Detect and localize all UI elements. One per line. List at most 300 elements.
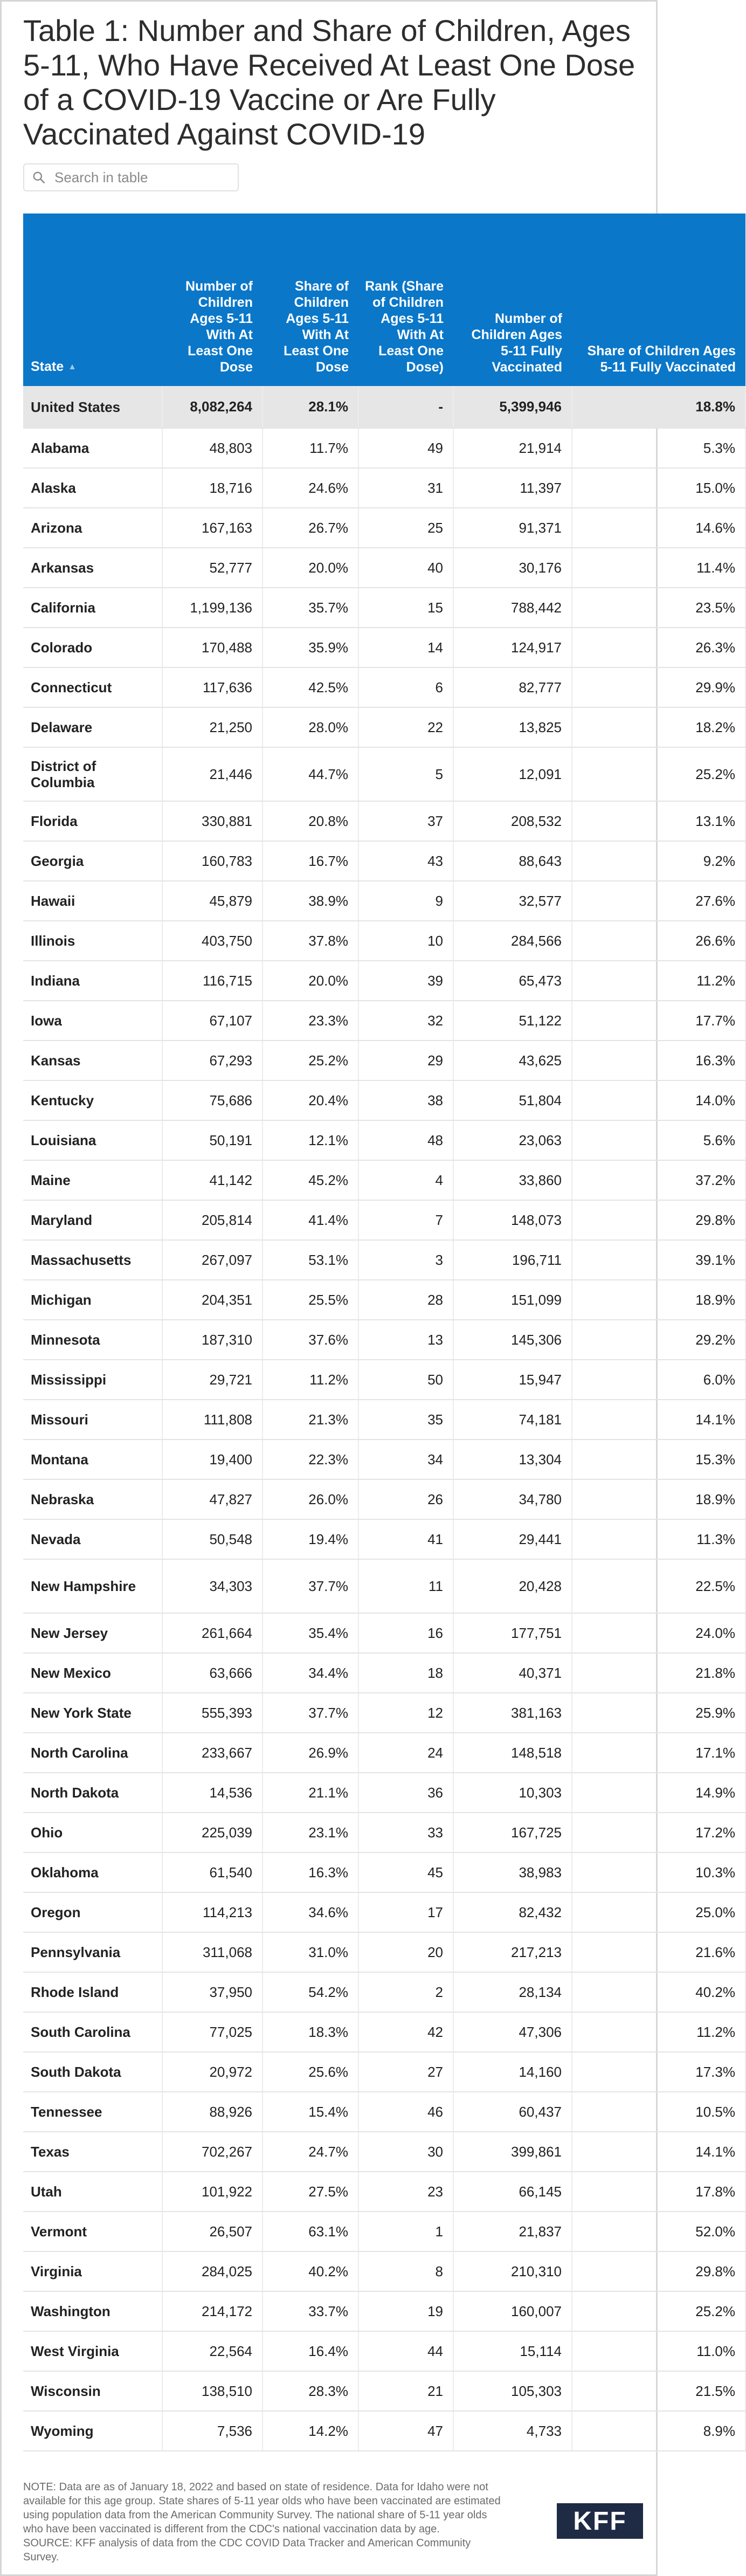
cell-rank: - bbox=[358, 386, 453, 428]
cell-rank: 1 bbox=[358, 2212, 453, 2251]
cell-state: Washington bbox=[23, 2291, 162, 2331]
cell-state: Pennsylvania bbox=[23, 1932, 162, 1972]
column-header-dose-count[interactable] bbox=[162, 213, 263, 386]
sort-icon[interactable]: ▲ bbox=[68, 362, 77, 371]
cell-dose-share: 12.1% bbox=[263, 1120, 358, 1160]
cell-dose-share: 23.1% bbox=[263, 1813, 358, 1852]
cell-fully-count: 10,303 bbox=[453, 1773, 572, 1813]
cell-fully-count: 12,091 bbox=[453, 747, 572, 801]
cell-dose-share: 37.7% bbox=[263, 1693, 358, 1733]
cell-fully-count: 28,134 bbox=[453, 1972, 572, 2012]
cell-dose-share: 53.1% bbox=[263, 1240, 358, 1280]
cell-state: South Carolina bbox=[23, 2012, 162, 2052]
cell-dose-count: 160,783 bbox=[162, 841, 263, 881]
search-input[interactable] bbox=[54, 169, 232, 186]
cell-dose-share: 20.4% bbox=[263, 1080, 358, 1120]
cell-fully-share: 14.1% bbox=[572, 1400, 745, 1439]
cell-state: Arizona bbox=[23, 508, 162, 548]
cell-dose-count: 50,191 bbox=[162, 1120, 263, 1160]
cell-dose-share: 37.7% bbox=[263, 1559, 358, 1613]
cell-rank: 18 bbox=[358, 1653, 453, 1693]
cell-fully-count: 82,432 bbox=[453, 1892, 572, 1932]
table-row bbox=[23, 2172, 745, 2212]
table-container[interactable] bbox=[23, 213, 736, 2462]
column-header-rank[interactable] bbox=[358, 213, 453, 386]
cell-dose-count: 1,199,136 bbox=[162, 588, 263, 628]
footnote-source: SOURCE: KFF analysis of data from the CDC COVID Data Tracker and American Community Survey. bbox=[23, 2537, 471, 2563]
footnote-note: NOTE: Data are as of January 18, 2022 and based on state of residence. Data for Idaho were not available for this age group. State shares of 5-11 year olds who have been vaccinated are estimated using population data from the American Community Survey. The national share of 5-11 year olds who have been vaccinated is different from the CDC's national vaccination data by age. bbox=[23, 2481, 501, 2535]
cell-state: Kansas bbox=[23, 1041, 162, 1080]
table-row bbox=[23, 1972, 745, 2012]
cell-state: Delaware bbox=[23, 707, 162, 747]
cell-state: Wyoming bbox=[23, 2411, 162, 2451]
cell-state: Texas bbox=[23, 2132, 162, 2172]
cell-dose-count: 75,686 bbox=[162, 1080, 263, 1120]
cell-state: Tennessee bbox=[23, 2092, 162, 2132]
cell-fully-share: 25.2% bbox=[572, 747, 745, 801]
cell-state: Montana bbox=[23, 1439, 162, 1479]
cell-state: Alaska bbox=[23, 468, 162, 508]
cell-state: South Dakota bbox=[23, 2052, 162, 2092]
table-row bbox=[23, 1613, 745, 1653]
cell-state: Louisiana bbox=[23, 1120, 162, 1160]
cell-fully-share: 40.2% bbox=[572, 1972, 745, 2012]
cell-dose-share: 24.6% bbox=[263, 468, 358, 508]
cell-dose-count: 138,510 bbox=[162, 2371, 263, 2411]
cell-fully-share: 26.6% bbox=[572, 921, 745, 961]
cell-state: United States bbox=[23, 386, 162, 428]
column-header-label: Number of Children Ages 5-11 Fully Vaccinated bbox=[471, 311, 562, 375]
cell-rank: 10 bbox=[358, 921, 453, 961]
cell-fully-count: 381,163 bbox=[453, 1693, 572, 1733]
cell-state: Nevada bbox=[23, 1519, 162, 1559]
table-row bbox=[23, 1892, 745, 1932]
cell-dose-share: 11.7% bbox=[263, 428, 358, 468]
cell-rank: 8 bbox=[358, 2251, 453, 2291]
cell-dose-count: 261,664 bbox=[162, 1613, 263, 1653]
column-header-label: Number of Children Ages 5-11 With At Least One Dose bbox=[185, 279, 253, 375]
table-row bbox=[23, 1041, 745, 1080]
cell-rank: 47 bbox=[358, 2411, 453, 2451]
cell-dose-share: 44.7% bbox=[263, 747, 358, 801]
cell-dose-count: 167,163 bbox=[162, 508, 263, 548]
cell-rank: 39 bbox=[358, 961, 453, 1001]
cell-dose-share: 35.4% bbox=[263, 1613, 358, 1653]
cell-dose-share: 20.0% bbox=[263, 961, 358, 1001]
cell-dose-count: 233,667 bbox=[162, 1733, 263, 1773]
cell-dose-share: 25.6% bbox=[263, 2052, 358, 2092]
table-row bbox=[23, 707, 745, 747]
cell-fully-count: 74,181 bbox=[453, 1400, 572, 1439]
cell-state: New York State bbox=[23, 1693, 162, 1733]
cell-dose-count: 330,881 bbox=[162, 801, 263, 841]
column-header-state[interactable] bbox=[23, 213, 162, 386]
cell-dose-share: 35.9% bbox=[263, 628, 358, 667]
cell-fully-count: 47,306 bbox=[453, 2012, 572, 2052]
cell-dose-count: 67,293 bbox=[162, 1041, 263, 1080]
cell-dose-count: 267,097 bbox=[162, 1240, 263, 1280]
cell-rank: 45 bbox=[358, 1852, 453, 1892]
table-row bbox=[23, 468, 745, 508]
cell-dose-count: 284,025 bbox=[162, 2251, 263, 2291]
cell-dose-share: 35.7% bbox=[263, 588, 358, 628]
cell-fully-count: 51,122 bbox=[453, 1001, 572, 1041]
cell-rank: 4 bbox=[358, 1160, 453, 1200]
cell-state: Alabama bbox=[23, 428, 162, 468]
cell-dose-count: 61,540 bbox=[162, 1852, 263, 1892]
column-header-label: Share of Children Ages 5-11 With At Least One Dose bbox=[284, 279, 349, 375]
cell-fully-count: 23,063 bbox=[453, 1120, 572, 1160]
cell-dose-share: 16.3% bbox=[263, 1852, 358, 1892]
cell-state: Indiana bbox=[23, 961, 162, 1001]
cell-dose-count: 114,213 bbox=[162, 1892, 263, 1932]
cell-fully-share: 9.2% bbox=[572, 841, 745, 881]
cell-rank: 33 bbox=[358, 1813, 453, 1852]
cell-dose-share: 26.7% bbox=[263, 508, 358, 548]
cell-fully-share: 14.9% bbox=[572, 1773, 745, 1813]
cell-state: Virginia bbox=[23, 2251, 162, 2291]
table-row bbox=[23, 2012, 745, 2052]
footnote bbox=[23, 2480, 508, 2564]
cell-state: Vermont bbox=[23, 2212, 162, 2251]
table-row bbox=[23, 1439, 745, 1479]
table-row bbox=[23, 1360, 745, 1400]
cell-rank: 21 bbox=[358, 2371, 453, 2411]
cell-state: Ohio bbox=[23, 1813, 162, 1852]
table-row bbox=[23, 1080, 745, 1120]
cell-dose-share: 21.1% bbox=[263, 1773, 358, 1813]
cell-fully-count: 788,442 bbox=[453, 588, 572, 628]
table-header-row bbox=[23, 213, 745, 386]
cell-rank: 31 bbox=[358, 468, 453, 508]
table-row bbox=[23, 1120, 745, 1160]
cell-dose-count: 63,666 bbox=[162, 1653, 263, 1693]
kff-logo: KFF bbox=[557, 2503, 643, 2539]
table-row bbox=[23, 1733, 745, 1773]
table-row bbox=[23, 801, 745, 841]
cell-rank: 30 bbox=[358, 2132, 453, 2172]
cell-rank: 37 bbox=[358, 801, 453, 841]
cell-dose-share: 23.3% bbox=[263, 1001, 358, 1041]
cell-fully-share: 11.4% bbox=[572, 548, 745, 588]
cell-dose-count: 116,715 bbox=[162, 961, 263, 1001]
cell-fully-share: 37.2% bbox=[572, 1160, 745, 1200]
cell-rank: 27 bbox=[358, 2052, 453, 2092]
cell-dose-count: 48,803 bbox=[162, 428, 263, 468]
cell-fully-share: 5.6% bbox=[572, 1120, 745, 1160]
table-row bbox=[23, 1932, 745, 1972]
cell-dose-share: 38.9% bbox=[263, 881, 358, 921]
cell-fully-share: 18.8% bbox=[572, 386, 745, 428]
cell-rank: 15 bbox=[358, 588, 453, 628]
table-row bbox=[23, 588, 745, 628]
cell-dose-share: 16.7% bbox=[263, 841, 358, 881]
cell-dose-share: 26.9% bbox=[263, 1733, 358, 1773]
cell-fully-count: 217,213 bbox=[453, 1932, 572, 1972]
cell-fully-count: 177,751 bbox=[453, 1613, 572, 1653]
table-row bbox=[23, 921, 745, 961]
table-row bbox=[23, 1479, 745, 1519]
cell-dose-count: 555,393 bbox=[162, 1693, 263, 1733]
cell-fully-count: 151,099 bbox=[453, 1280, 572, 1320]
cell-fully-count: 13,825 bbox=[453, 707, 572, 747]
cell-rank: 22 bbox=[358, 707, 453, 747]
cell-fully-share: 21.5% bbox=[572, 2371, 745, 2411]
cell-dose-count: 34,303 bbox=[162, 1559, 263, 1613]
cell-dose-count: 52,777 bbox=[162, 548, 263, 588]
table-row bbox=[23, 428, 745, 468]
cell-state: Minnesota bbox=[23, 1320, 162, 1360]
cell-fully-share: 14.0% bbox=[572, 1080, 745, 1120]
column-header-label: Share of Children Ages 5-11 Fully Vaccinated bbox=[587, 343, 736, 375]
cell-fully-count: 33,860 bbox=[453, 1160, 572, 1200]
cell-rank: 3 bbox=[358, 1240, 453, 1280]
cell-dose-count: 20,972 bbox=[162, 2052, 263, 2092]
cell-rank: 9 bbox=[358, 881, 453, 921]
cell-dose-count: 311,068 bbox=[162, 1932, 263, 1972]
cell-dose-count: 18,716 bbox=[162, 468, 263, 508]
cell-dose-count: 205,814 bbox=[162, 1200, 263, 1240]
cell-fully-share: 11.2% bbox=[572, 2012, 745, 2052]
cell-fully-share: 5.3% bbox=[572, 428, 745, 468]
cell-fully-share: 17.7% bbox=[572, 1001, 745, 1041]
table-row bbox=[23, 1653, 745, 1693]
column-header-fully-count[interactable] bbox=[453, 213, 572, 386]
cell-state: Nebraska bbox=[23, 1479, 162, 1519]
cell-rank: 2 bbox=[358, 1972, 453, 2012]
table-row bbox=[23, 2212, 745, 2251]
cell-rank: 43 bbox=[358, 841, 453, 881]
cell-dose-share: 27.5% bbox=[263, 2172, 358, 2212]
cell-fully-count: 15,114 bbox=[453, 2331, 572, 2371]
cell-fully-count: 14,160 bbox=[453, 2052, 572, 2092]
cell-fully-share: 11.3% bbox=[572, 1519, 745, 1559]
cell-dose-share: 25.5% bbox=[263, 1280, 358, 1320]
cell-fully-count: 88,643 bbox=[453, 841, 572, 881]
cell-dose-share: 19.4% bbox=[263, 1519, 358, 1559]
cell-dose-share: 11.2% bbox=[263, 1360, 358, 1400]
search-icon bbox=[32, 170, 46, 184]
cell-dose-share: 33.7% bbox=[263, 2291, 358, 2331]
table-row bbox=[23, 2132, 745, 2172]
table-row bbox=[23, 1559, 745, 1613]
cell-state: Oklahoma bbox=[23, 1852, 162, 1892]
cell-state: Hawaii bbox=[23, 881, 162, 921]
cell-fully-share: 17.1% bbox=[572, 1733, 745, 1773]
cell-state: Massachusetts bbox=[23, 1240, 162, 1280]
column-header-dose-share[interactable] bbox=[263, 213, 358, 386]
cell-rank: 14 bbox=[358, 628, 453, 667]
table-row bbox=[23, 2331, 745, 2371]
cell-fully-share: 11.2% bbox=[572, 961, 745, 1001]
cell-rank: 16 bbox=[358, 1613, 453, 1653]
table-row-national bbox=[23, 386, 745, 428]
search-box[interactable] bbox=[23, 163, 239, 191]
cell-state: Utah bbox=[23, 2172, 162, 2212]
cell-fully-share: 17.8% bbox=[572, 2172, 745, 2212]
page-title: Table 1: Number and Share of Children, Ages 5-11, Who Have Received At Least One Dose of a COVID-19 Vaccine or Are Fully Vaccinated Against COVID-19 bbox=[23, 13, 636, 151]
cell-fully-share: 25.9% bbox=[572, 1693, 745, 1733]
cell-rank: 38 bbox=[358, 1080, 453, 1120]
table-row bbox=[23, 1400, 745, 1439]
cell-dose-share: 31.0% bbox=[263, 1932, 358, 1972]
cell-fully-count: 160,007 bbox=[453, 2291, 572, 2331]
column-header-fully-share[interactable] bbox=[572, 213, 745, 386]
cell-dose-count: 204,351 bbox=[162, 1280, 263, 1320]
cell-dose-share: 28.1% bbox=[263, 386, 358, 428]
cell-dose-share: 45.2% bbox=[263, 1160, 358, 1200]
cell-dose-share: 63.1% bbox=[263, 2212, 358, 2251]
cell-rank: 40 bbox=[358, 548, 453, 588]
cell-fully-share: 25.0% bbox=[572, 1892, 745, 1932]
cell-dose-count: 170,488 bbox=[162, 628, 263, 667]
cell-state: Illinois bbox=[23, 921, 162, 961]
cell-fully-count: 399,861 bbox=[453, 2132, 572, 2172]
cell-dose-share: 20.8% bbox=[263, 801, 358, 841]
cell-state: Florida bbox=[23, 801, 162, 841]
cell-dose-share: 22.3% bbox=[263, 1439, 358, 1479]
cell-rank: 6 bbox=[358, 667, 453, 707]
cell-state: Wisconsin bbox=[23, 2371, 162, 2411]
cell-fully-share: 17.2% bbox=[572, 1813, 745, 1852]
cell-fully-share: 18.2% bbox=[572, 707, 745, 747]
table-row bbox=[23, 1519, 745, 1559]
cell-state: New Mexico bbox=[23, 1653, 162, 1693]
cell-dose-count: 67,107 bbox=[162, 1001, 263, 1041]
cell-fully-count: 196,711 bbox=[453, 1240, 572, 1280]
cell-fully-share: 22.5% bbox=[572, 1559, 745, 1613]
cell-rank: 28 bbox=[358, 1280, 453, 1320]
cell-rank: 36 bbox=[358, 1773, 453, 1813]
cell-state: District of Columbia bbox=[23, 747, 162, 801]
cell-fully-count: 21,914 bbox=[453, 428, 572, 468]
cell-dose-share: 41.4% bbox=[263, 1200, 358, 1240]
cell-fully-count: 91,371 bbox=[453, 508, 572, 548]
cell-rank: 12 bbox=[358, 1693, 453, 1733]
cell-fully-count: 20,428 bbox=[453, 1559, 572, 1613]
cell-dose-share: 21.3% bbox=[263, 1400, 358, 1439]
cell-fully-share: 52.0% bbox=[572, 2212, 745, 2251]
cell-dose-share: 26.0% bbox=[263, 1479, 358, 1519]
cell-fully-share: 15.0% bbox=[572, 468, 745, 508]
cell-dose-count: 21,446 bbox=[162, 747, 263, 801]
cell-rank: 25 bbox=[358, 508, 453, 548]
cell-fully-count: 32,577 bbox=[453, 881, 572, 921]
cell-fully-count: 15,947 bbox=[453, 1360, 572, 1400]
cell-rank: 20 bbox=[358, 1932, 453, 1972]
cell-fully-count: 29,441 bbox=[453, 1519, 572, 1559]
table-row bbox=[23, 508, 745, 548]
cell-state: North Carolina bbox=[23, 1733, 162, 1773]
cell-fully-share: 29.8% bbox=[572, 1200, 745, 1240]
cell-fully-count: 11,397 bbox=[453, 468, 572, 508]
cell-fully-count: 43,625 bbox=[453, 1041, 572, 1080]
cell-fully-share: 18.9% bbox=[572, 1479, 745, 1519]
cell-fully-share: 11.0% bbox=[572, 2331, 745, 2371]
cell-dose-share: 40.2% bbox=[263, 2251, 358, 2291]
cell-fully-count: 145,306 bbox=[453, 1320, 572, 1360]
cell-dose-count: 88,926 bbox=[162, 2092, 263, 2132]
cell-rank: 34 bbox=[358, 1439, 453, 1479]
table-row bbox=[23, 1773, 745, 1813]
table-row bbox=[23, 548, 745, 588]
cell-dose-share: 15.4% bbox=[263, 2092, 358, 2132]
cell-fully-count: 13,304 bbox=[453, 1439, 572, 1479]
cell-fully-count: 4,733 bbox=[453, 2411, 572, 2451]
table-row bbox=[23, 2411, 745, 2451]
cell-dose-share: 34.6% bbox=[263, 1892, 358, 1932]
cell-dose-share: 42.5% bbox=[263, 667, 358, 707]
table-row bbox=[23, 1280, 745, 1320]
cell-fully-share: 27.6% bbox=[572, 881, 745, 921]
cell-dose-count: 14,536 bbox=[162, 1773, 263, 1813]
cell-rank: 35 bbox=[358, 1400, 453, 1439]
cell-fully-share: 6.0% bbox=[572, 1360, 745, 1400]
cell-dose-count: 21,250 bbox=[162, 707, 263, 747]
cell-fully-count: 40,371 bbox=[453, 1653, 572, 1693]
cell-dose-share: 16.4% bbox=[263, 2331, 358, 2371]
cell-fully-count: 60,437 bbox=[453, 2092, 572, 2132]
cell-fully-share: 24.0% bbox=[572, 1613, 745, 1653]
cell-rank: 48 bbox=[358, 1120, 453, 1160]
table-row bbox=[23, 1160, 745, 1200]
cell-state: New Jersey bbox=[23, 1613, 162, 1653]
cell-fully-share: 26.3% bbox=[572, 628, 745, 667]
column-header-label: Rank (Share of Children Ages 5-11 With At Least One Dose) bbox=[365, 279, 444, 375]
cell-fully-share: 23.5% bbox=[572, 588, 745, 628]
cell-rank: 24 bbox=[358, 1733, 453, 1773]
cell-state: Iowa bbox=[23, 1001, 162, 1041]
cell-state: California bbox=[23, 588, 162, 628]
cell-rank: 29 bbox=[358, 1041, 453, 1080]
table-row bbox=[23, 841, 745, 881]
cell-dose-count: 77,025 bbox=[162, 2012, 263, 2052]
cell-dose-count: 19,400 bbox=[162, 1439, 263, 1479]
cell-state: Missouri bbox=[23, 1400, 162, 1439]
cell-dose-share: 28.0% bbox=[263, 707, 358, 747]
cell-fully-count: 105,303 bbox=[453, 2371, 572, 2411]
cell-dose-count: 8,082,264 bbox=[162, 386, 263, 428]
cell-dose-count: 225,039 bbox=[162, 1813, 263, 1852]
table-row bbox=[23, 881, 745, 921]
table-row bbox=[23, 2371, 745, 2411]
cell-rank: 7 bbox=[358, 1200, 453, 1240]
cell-rank: 41 bbox=[358, 1519, 453, 1559]
cell-dose-count: 117,636 bbox=[162, 667, 263, 707]
cell-fully-share: 18.9% bbox=[572, 1280, 745, 1320]
cell-rank: 13 bbox=[358, 1320, 453, 1360]
cell-dose-count: 214,172 bbox=[162, 2291, 263, 2331]
cell-fully-count: 208,532 bbox=[453, 801, 572, 841]
cell-fully-count: 148,073 bbox=[453, 1200, 572, 1240]
cell-rank: 17 bbox=[358, 1892, 453, 1932]
cell-dose-share: 34.4% bbox=[263, 1653, 358, 1693]
cell-dose-share: 28.3% bbox=[263, 2371, 358, 2411]
cell-rank: 5 bbox=[358, 747, 453, 801]
cell-fully-share: 10.5% bbox=[572, 2092, 745, 2132]
table-row bbox=[23, 1200, 745, 1240]
cell-dose-share: 25.2% bbox=[263, 1041, 358, 1080]
cell-fully-share: 14.6% bbox=[572, 508, 745, 548]
cell-state: Maine bbox=[23, 1160, 162, 1200]
cell-fully-count: 38,983 bbox=[453, 1852, 572, 1892]
cell-fully-count: 65,473 bbox=[453, 961, 572, 1001]
cell-fully-count: 34,780 bbox=[453, 1479, 572, 1519]
cell-dose-count: 187,310 bbox=[162, 1320, 263, 1360]
table-row bbox=[23, 961, 745, 1001]
cell-state: Maryland bbox=[23, 1200, 162, 1240]
table-row bbox=[23, 628, 745, 667]
